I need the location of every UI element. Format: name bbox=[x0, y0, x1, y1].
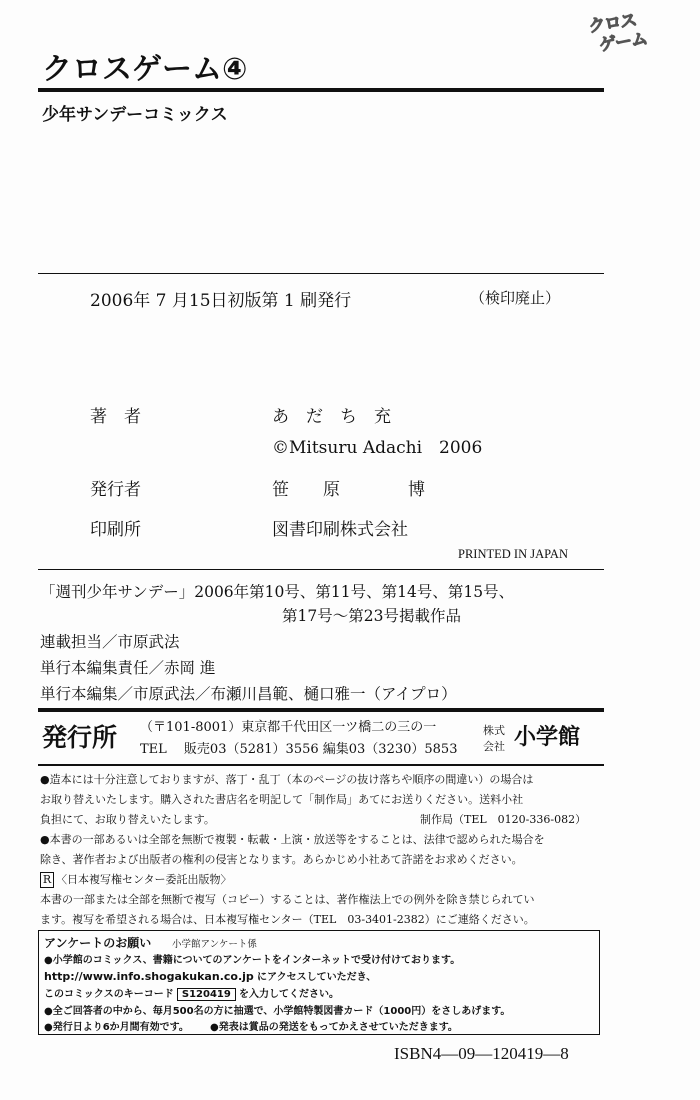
series-label: 少年サンデーコミックス bbox=[42, 105, 228, 125]
survey-url[interactable]: http://www.info.shogakukan.co.jp bbox=[44, 970, 254, 983]
publisher-address: （〒101-8001）東京都千代田区一ツ橋二の三の一 bbox=[140, 720, 437, 735]
divider-mid bbox=[38, 569, 604, 570]
survey-url-suffix: にアクセスしていただき、 bbox=[256, 972, 377, 983]
publisher-label: 発行所 bbox=[42, 723, 118, 752]
survey-line-1: ●小学館のコミックス、書籍についてのアンケートをインターネットで受け付けております。 bbox=[44, 955, 461, 966]
survey-key-prefix: このコミックスのキーコード bbox=[44, 989, 174, 1000]
notice-copyright-line-1: ●本書の一部あるいは全部を無断で複製・転載・上演・放送等をすることは、法律で認められた場合を bbox=[40, 833, 545, 846]
survey-subtitle: 小学館アンケート係 bbox=[172, 939, 257, 950]
kaisha-bottom: 会社 bbox=[483, 740, 505, 753]
publication-date: 2006年 7 月15日初版第 1 刷発行 bbox=[90, 291, 352, 311]
notice-defect-line-1: ●造本には十分注意しておりますが、落丁・乱丁（本のページの抜け落ちや順序の間違い）の場合は bbox=[40, 773, 534, 786]
divider-top bbox=[38, 273, 604, 274]
logo-line-2: ゲーム bbox=[597, 29, 649, 56]
notice-copyright-line-2: 除き、著作者および出版者の権利の侵害となります。あらかじめ小社あて許諾をお求めください。 bbox=[40, 853, 523, 866]
survey-key-row bbox=[44, 985, 339, 1000]
staff-volume-editor-chief: 単行本編集責任／赤岡 進 bbox=[40, 659, 216, 677]
isbn: ISBN4―09―120419―8 bbox=[394, 1044, 569, 1063]
publisher-name: 小学館 bbox=[514, 725, 581, 750]
credit-value-author: あ だ ち 充 bbox=[272, 407, 391, 427]
notice-defect-line-2: お取り替えいたします。購入された書店名を明記して「制作局」あてにお送りください。送料小社 bbox=[40, 793, 524, 806]
book-title: クロスゲーム④ bbox=[42, 52, 248, 87]
seal-note: （検印廃止） bbox=[470, 289, 561, 307]
survey-key-code: S120419 bbox=[177, 988, 236, 1001]
series-logo bbox=[587, 3, 692, 62]
serialization-line-2: 第17号～第23号掲載作品 bbox=[282, 607, 461, 625]
publisher-tel: TEL 販売03（5281）3556 編集03（3230）5853 bbox=[140, 742, 458, 757]
credit-value-printer: 図書印刷株式会社 bbox=[272, 520, 408, 540]
survey-url-row bbox=[44, 968, 376, 983]
survey-title: アンケートのお願い bbox=[44, 936, 152, 950]
logo-line-1: クロス bbox=[587, 10, 638, 37]
survey-line-5b: ●発表は賞品の発送をもってかえさせていただきます。 bbox=[210, 1022, 458, 1033]
survey-line-4: ●全ご回答者の中から、毎月500名の方に抽選で、小学館特製図書カード（1000円）をさしあげます。 bbox=[44, 1006, 511, 1017]
printed-in-japan: PRINTED IN JAPAN bbox=[458, 547, 568, 561]
serialization-line-1: 「週刊少年サンデー」2006年第10号、第11号、第14号、第15号、 bbox=[40, 583, 515, 601]
staff-serial-editor: 連載担当／市原武法 bbox=[40, 633, 180, 651]
notice-photocopy-line-1: 本書の一部または全部を無断で複写（コピー）することは、著作権法上での例外を除き禁じられてい bbox=[40, 893, 535, 906]
jrrc-mark: R bbox=[40, 872, 54, 888]
credit-label-publisher: 発行者 bbox=[90, 480, 141, 500]
divider-publisher bbox=[38, 708, 604, 712]
credit-label-printer: 印刷所 bbox=[90, 520, 141, 540]
credit-label-author: 著 者 bbox=[90, 407, 141, 427]
credit-value-copyright: ©Mitsuru Adachi 2006 bbox=[272, 438, 483, 458]
credit-value-publisher: 笹 原 博 bbox=[272, 480, 425, 500]
notice-defect-line-3: 負担にて、お取り替えいたします。 bbox=[40, 813, 215, 826]
notice-photocopy-line-2: ます。複写を希望される場合は、日本複写権センター（TEL 03-3401-2382）にご連絡ください。 bbox=[40, 913, 535, 926]
jrrc-label: 〈日本複写権センター委託出版物〉 bbox=[56, 873, 232, 886]
divider-notices bbox=[38, 764, 604, 766]
notice-production-tel: 制作局（TEL 0120-336-082） bbox=[420, 813, 587, 826]
survey-key-suffix: を入力してください。 bbox=[239, 989, 340, 1000]
kaisha-top: 株式 bbox=[483, 724, 505, 737]
survey-line-5a: ●発行日より6か月間有効です。 bbox=[44, 1022, 189, 1033]
title-rule bbox=[38, 88, 604, 92]
staff-volume-editors: 単行本編集／市原武法／布瀬川昌範、樋口雅一（アイプロ） bbox=[40, 685, 457, 703]
